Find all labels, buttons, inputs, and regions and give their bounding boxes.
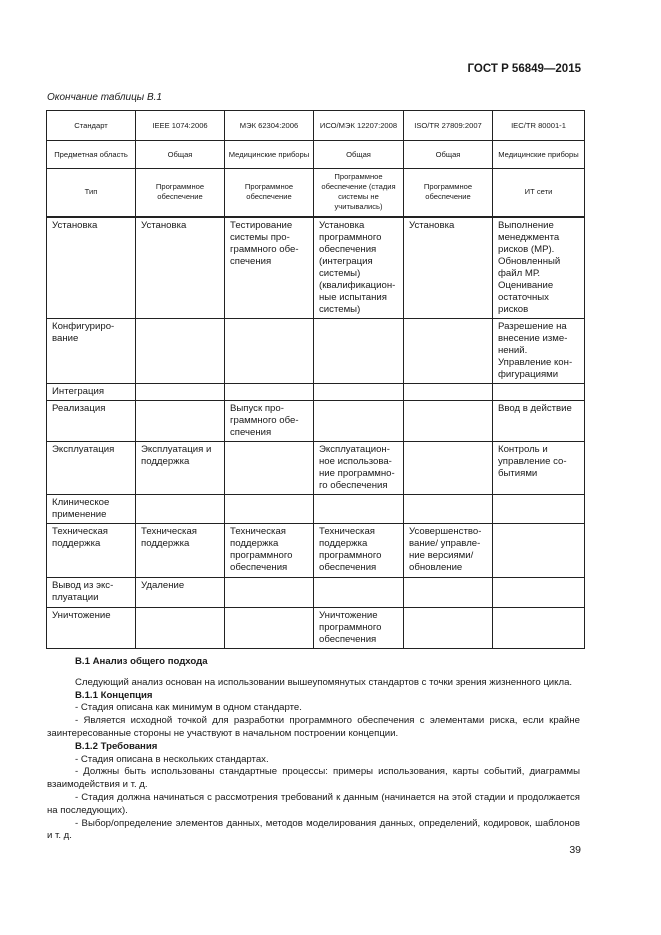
stage-cell: Уничтожение bbox=[47, 607, 136, 648]
header-cell: Медицинские приборы bbox=[493, 141, 585, 169]
table-cell bbox=[225, 577, 314, 607]
table-cell bbox=[136, 318, 225, 383]
table-cell bbox=[493, 523, 585, 577]
header-cell: IEEE 1074:2006 bbox=[136, 111, 225, 141]
table-cell: Эксплуатационное использование программного обеспечения bbox=[314, 441, 404, 494]
table-cell: Установка bbox=[136, 217, 225, 319]
table-cell bbox=[314, 400, 404, 441]
table-row bbox=[47, 383, 585, 400]
requirements-item: - Выбор/определение элементов данных, методов моделирования данных, определений, кодировок, шаблонов и т. д. bbox=[47, 817, 580, 842]
header-cell: ИТ сети bbox=[493, 169, 585, 217]
table-row bbox=[47, 441, 585, 494]
header-cell: ИСО/МЭК 12207:2008 bbox=[314, 111, 404, 141]
table-cell bbox=[225, 607, 314, 648]
table-cell bbox=[493, 494, 585, 523]
table-cell bbox=[404, 607, 493, 648]
header-cell: Стандарт bbox=[47, 111, 136, 141]
table-cell: Ввод в действие bbox=[493, 400, 585, 441]
table-caption: Окончание таблицы В.1 bbox=[47, 92, 162, 103]
header-row bbox=[47, 141, 585, 169]
table-cell: Техническая поддержка программного обеспечения bbox=[225, 523, 314, 577]
table-cell bbox=[404, 318, 493, 383]
table-cell bbox=[493, 383, 585, 400]
table-row bbox=[47, 494, 585, 523]
requirements-title: В.1.2 Требования bbox=[75, 740, 158, 752]
header-cell: Тип bbox=[47, 169, 136, 217]
header-cell: ISO/TR 27809:2007 bbox=[404, 111, 493, 141]
table-cell: Установка программного обеспечения (интеграция системы) (квалификационные испытания системы) bbox=[314, 217, 404, 319]
table-cell bbox=[225, 383, 314, 400]
header-cell: Общая bbox=[404, 141, 493, 169]
table-cell bbox=[136, 383, 225, 400]
table-cell bbox=[404, 494, 493, 523]
stage-cell: Эксплуатация bbox=[47, 441, 136, 494]
table-cell bbox=[225, 494, 314, 523]
table-row bbox=[47, 400, 585, 441]
table-cell: Эксплуатация и поддержка bbox=[136, 441, 225, 494]
table-row bbox=[47, 318, 585, 383]
header-cell: Общая bbox=[136, 141, 225, 169]
section-title: В.1 Анализ общего подхода bbox=[75, 656, 208, 667]
table-cell bbox=[404, 441, 493, 494]
header-cell: Предметная область bbox=[47, 141, 136, 169]
table-cell: Усовершенствование/ управление версиями/ обновление bbox=[404, 523, 493, 577]
stage-cell: Конфигурирование bbox=[47, 318, 136, 383]
table-cell bbox=[136, 494, 225, 523]
intro-paragraph: Следующий анализ основан на использовании вышеупомянутых стандартов с точки зрения жизненного цикла. bbox=[75, 676, 573, 688]
table-cell: Техническая поддержка bbox=[136, 523, 225, 577]
table-cell: Тестирование системы программного обеспечения bbox=[225, 217, 314, 319]
table-cell bbox=[314, 494, 404, 523]
table-cell: Удаление bbox=[136, 577, 225, 607]
analysis-section bbox=[47, 656, 580, 843]
header-cell: Программное обеспечение bbox=[136, 169, 225, 217]
concept-item: - Стадия описана как минимум в одном стандарте. bbox=[75, 702, 302, 714]
lifecycle-table bbox=[46, 110, 585, 649]
table-cell bbox=[136, 607, 225, 648]
table-cell bbox=[404, 400, 493, 441]
table-cell: Выпуск программного обеспечения bbox=[225, 400, 314, 441]
stage-cell: Вывод из эксплуатации bbox=[47, 577, 136, 607]
table-cell: Разрешение на внесение изменений. Управление конфигурациями bbox=[493, 318, 585, 383]
header-cell: МЭК 62304:2006 bbox=[225, 111, 314, 141]
header-cell: Программное обеспечение bbox=[404, 169, 493, 217]
stage-cell: Клиническое применение bbox=[47, 494, 136, 523]
table-cell bbox=[225, 441, 314, 494]
table-row bbox=[47, 217, 585, 319]
requirements-item: - Стадия должна начинаться с рассмотрения требований к данным (начинается на этой стадии и продолжается на последующих). bbox=[47, 791, 580, 816]
concept-title: В.1.1 Концепция bbox=[75, 689, 153, 701]
stage-cell: Реализация bbox=[47, 400, 136, 441]
stage-cell: Интеграция bbox=[47, 383, 136, 400]
concept-item: - Является исходной точкой для разработки программного обеспечения с элементами риска, если крайне заинтересованные стороны не участвуют в начальном построении концепции. bbox=[47, 715, 580, 739]
header-row bbox=[47, 169, 585, 217]
table-cell bbox=[493, 607, 585, 648]
table-cell bbox=[314, 577, 404, 607]
table-cell bbox=[493, 577, 585, 607]
header-cell: Программное обеспечение (стадия системы не учитывались) bbox=[314, 169, 404, 217]
table-cell: Техническая поддержка программного обеспечения bbox=[314, 523, 404, 577]
header-cell: IEC/TR 80001-1 bbox=[493, 111, 585, 141]
requirements-item: - Должны быть использованы стандартные процессы: примеры использования, карты событий, диаграммы взаимодействия и т. д. bbox=[47, 766, 580, 791]
table-cell: Контроль и управление событиями bbox=[493, 441, 585, 494]
header-cell: Программное обеспечение bbox=[225, 169, 314, 217]
table-cell bbox=[404, 383, 493, 400]
stage-cell: Установка bbox=[47, 217, 136, 319]
table-row bbox=[47, 607, 585, 648]
table-cell: Уничтожение программного обеспечения bbox=[314, 607, 404, 648]
standard-id: ГОСТ Р 56849—2015 bbox=[467, 63, 581, 75]
stage-cell: Техническая поддержка bbox=[47, 523, 136, 577]
header-row bbox=[47, 111, 585, 141]
table-cell: Установка bbox=[404, 217, 493, 319]
requirements-item: - Стадия описана в нескольких стандартах. bbox=[75, 753, 269, 765]
table-cell bbox=[314, 383, 404, 400]
page-number: 39 bbox=[569, 844, 581, 856]
header-cell: Общая bbox=[314, 141, 404, 169]
table-row bbox=[47, 523, 585, 577]
table-cell bbox=[225, 318, 314, 383]
table-cell bbox=[136, 400, 225, 441]
table-cell bbox=[404, 577, 493, 607]
table-cell: Выполнение менеджмента рисков (МР). Обновленный файл МР. Оценивание остаточных рисков bbox=[493, 217, 585, 319]
header-cell: Медицинские приборы bbox=[225, 141, 314, 169]
table-row bbox=[47, 577, 585, 607]
table-cell bbox=[314, 318, 404, 383]
